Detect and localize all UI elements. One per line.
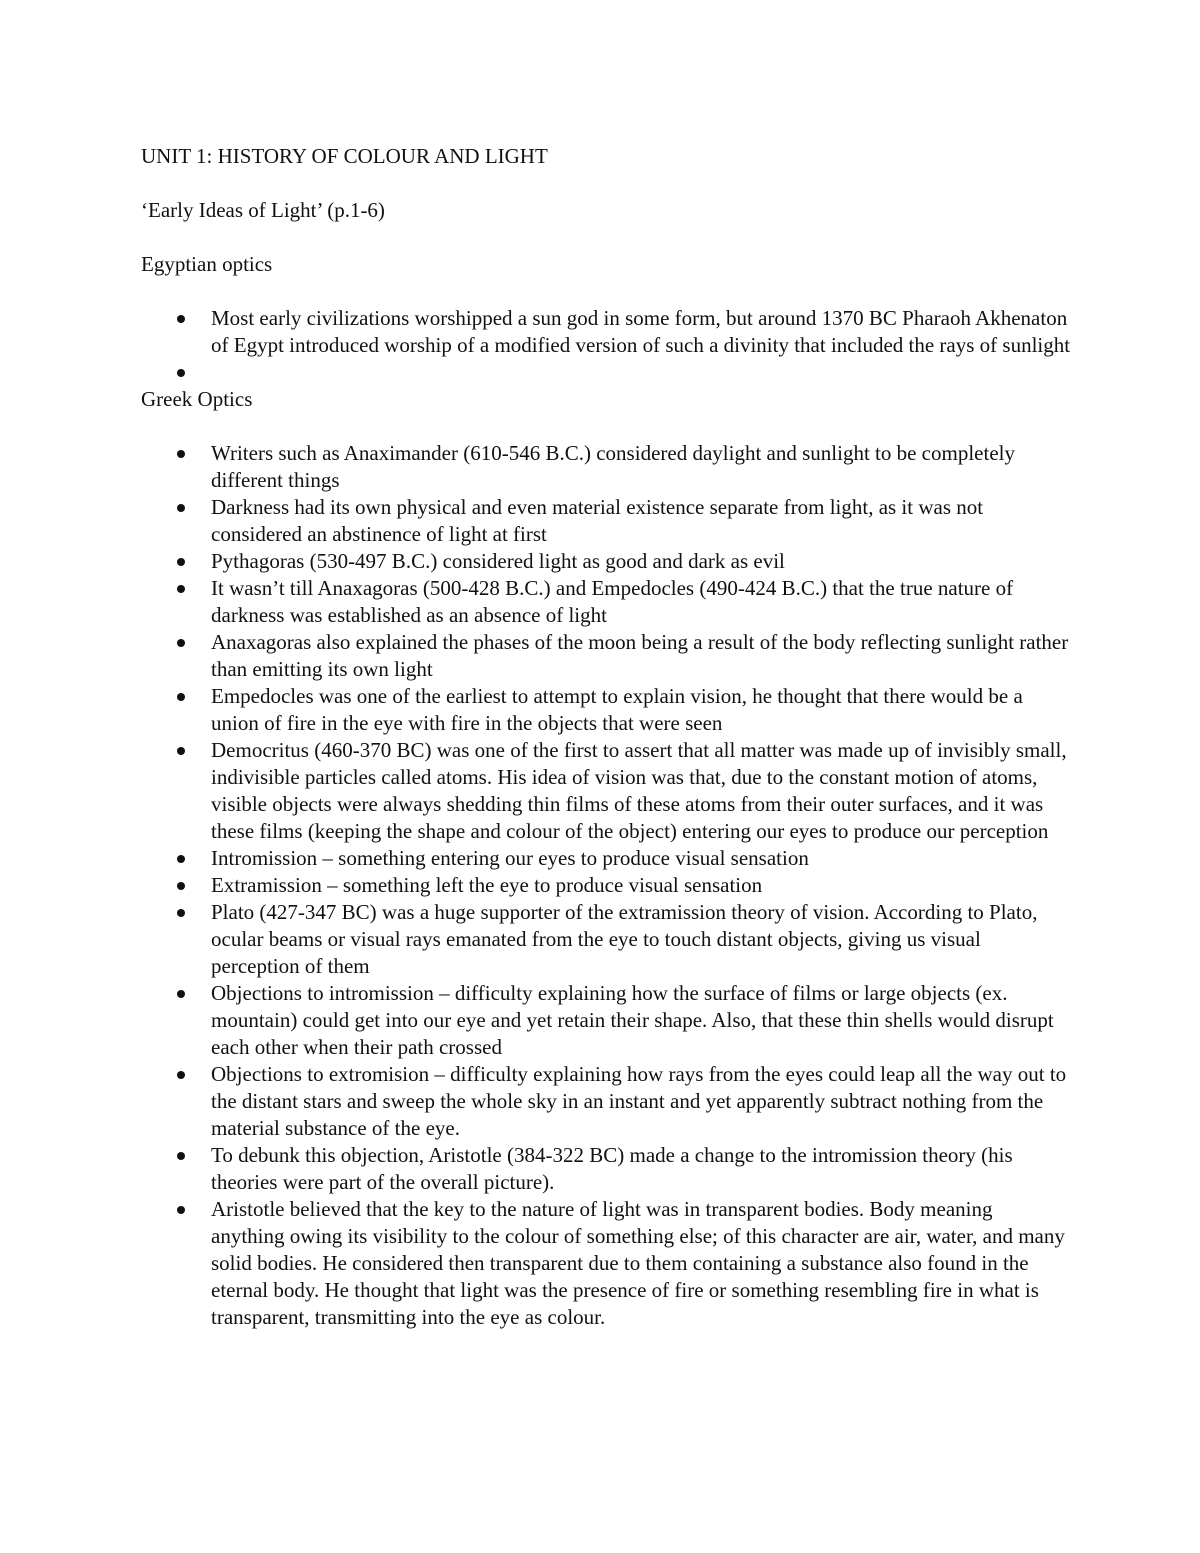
bullet-icon: [177, 1071, 185, 1079]
bullet-icon: [177, 1152, 185, 1160]
list-item-text: Anaxagoras also explained the phases of the moon being a result of the body reflecting sunlight rather than emitting its own light: [211, 630, 1069, 681]
list-item: [141, 548, 1071, 575]
list-item: [141, 305, 1071, 359]
list-item: [141, 899, 1071, 980]
list-item-text: Plato (427-347 BC) was a huge supporter of the extramission theory of vision. According to Plato, ocular beams or visual rays emanated from the eye to touch distant objects, giving us visual perception of them: [211, 900, 1038, 978]
bullet-icon: [177, 315, 185, 323]
list-item: [141, 1061, 1071, 1142]
bullet-icon: [177, 990, 185, 998]
list-item: [141, 737, 1071, 845]
list-item: [141, 629, 1071, 683]
list-item: [141, 845, 1071, 872]
list-item: [141, 1142, 1071, 1196]
bullet-icon: [177, 504, 185, 512]
list-item-text: To debunk this objection, Aristotle (384-322 BC) made a change to the intromission theory (his theories were part of the overall picture).: [211, 1143, 1013, 1194]
list-item-text: Pythagoras (530-497 B.C.) considered light as good and dark as evil: [211, 549, 785, 573]
list-item: [141, 872, 1071, 899]
section-heading-egyptian: Egyptian optics: [141, 252, 273, 276]
list-item: [141, 359, 1071, 386]
bullet-icon: [177, 369, 185, 377]
list-item-text: Aristotle believed that the key to the nature of light was in transparent bodies. Body meaning anything owing its visibility to the colour of something else; of this character are air, water, and many solid bodies. He considered then transparent due to them containing a substance also found in the eternal body. He thought that light was the presence of fire or something resembling fire in what is transparent, transmitting into the eye as colour.: [211, 1197, 1065, 1329]
list-item: [141, 1196, 1071, 1331]
bullet-icon: [177, 585, 185, 593]
greek-bullet-list: [141, 440, 1071, 1331]
bullet-icon: [177, 639, 185, 647]
list-item-text: Extramission – something left the eye to produce visual sensation: [211, 873, 763, 897]
list-item-text: Objections to extromision – difficulty explaining how rays from the eyes could leap all the way out to the distant stars and sweep the whole sky in an instant and yet apparently subtract nothing from the material substance of the eye.: [211, 1062, 1067, 1140]
unit-title: UNIT 1: HISTORY OF COLOUR AND LIGHT: [141, 144, 548, 168]
list-item: [141, 494, 1071, 548]
subtitle: ‘Early Ideas of Light’ (p.1-6): [141, 198, 385, 222]
list-item-text: Most early civilizations worshipped a sun god in some form, but around 1370 BC Pharaoh Akhenaton of Egypt introduced worship of a modified version of such a divinity that included the rays of sunlight: [211, 306, 1071, 357]
bullet-icon: [177, 450, 185, 458]
list-item: [141, 440, 1071, 494]
egyptian-bullet-list: [141, 305, 1071, 386]
list-item: [141, 575, 1071, 629]
bullet-icon: [177, 855, 185, 863]
list-item-text: It wasn’t till Anaxagoras (500-428 B.C.) and Empedocles (490-424 B.C.) that the true nature of darkness was established as an absence of light: [211, 576, 1014, 627]
bullet-icon: [177, 1206, 185, 1214]
list-item: [141, 683, 1071, 737]
bullet-icon: [177, 693, 185, 701]
list-item-text: Darkness had its own physical and even material existence separate from light, as it was not considered an abstinence of light at first: [211, 495, 984, 546]
list-item-text: Democritus (460-370 BC) was one of the first to assert that all matter was made up of invisibly small, indivisible particles called atoms. His idea of vision was that, due to the constant motion of atoms, visible objects were always shedding thin films of these atoms from their outer surfaces, and it was these films (keeping the shape and colour of the object) entering our eyes to produce our perception: [211, 738, 1067, 843]
bullet-icon: [177, 747, 185, 755]
bullet-icon: [177, 909, 185, 917]
bullet-icon: [177, 558, 185, 566]
list-item: [141, 980, 1071, 1061]
bullet-icon: [177, 882, 185, 890]
list-item-text: Intromission – something entering our eyes to produce visual sensation: [211, 846, 809, 870]
list-item-text: Objections to intromission – difficulty explaining how the surface of films or large objects (ex. mountain) could get into our eye and yet retain their shape. Also, that these thin shells would disrupt each other when their path crossed: [211, 981, 1054, 1059]
list-item-text: Writers such as Anaximander (610-546 B.C.) considered daylight and sunlight to be completely different things: [211, 441, 1015, 492]
list-item-text: Empedocles was one of the earliest to attempt to explain vision, he thought that there would be a union of fire in the eye with fire in the objects that were seen: [211, 684, 1023, 735]
section-heading-greek: Greek Optics: [141, 387, 253, 411]
document-page: [141, 143, 1071, 1331]
